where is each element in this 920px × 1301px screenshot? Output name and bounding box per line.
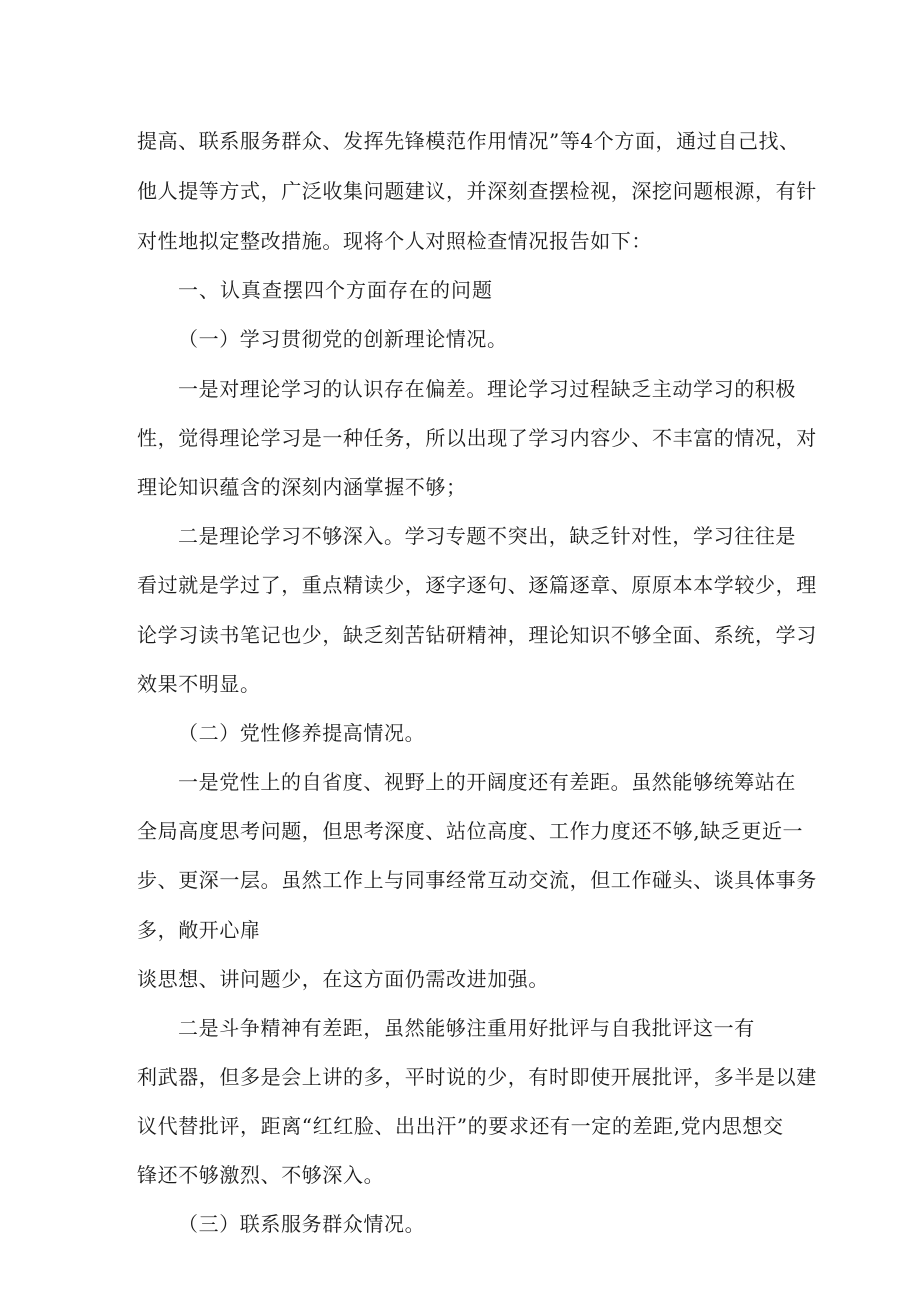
body-text-line: 效果不明显。: [137, 672, 261, 696]
subsection-heading: （三）联系服务群众情况。: [178, 1212, 426, 1236]
body-text-line: 性，觉得理论学习是一种任务，所以出现了学习内容少、不丰富的情况，对: [137, 426, 817, 450]
body-text-line: 多，敞开心扉: [137, 918, 261, 942]
body-text-line: 锋还不够激烈、不够深入。: [137, 1163, 385, 1187]
body-text-line: 利武器，但多是会上讲的多，平时说的少，有时即使开展批评，多半是以建: [137, 1065, 817, 1089]
body-text-line: 看过就是学过了，重点精读少，逐字逐句、逐篇逐章、原原本本学较少，理: [137, 573, 817, 597]
body-text-line: 一是对理论学习的认识存在偏差。理论学习过程缺乏主动学习的积极: [178, 377, 796, 401]
body-text-line: 对性地拟定整改措施。现将个人对照检查情况报告如下：: [137, 229, 652, 253]
body-text-line: 一是党性上的自省度、视野上的开阔度还有差距。虽然能够统筹站在: [178, 770, 796, 794]
body-text-line: 步、更深一层。虽然工作上与同事经常互动交流，但工作碰头、谈具体事务: [137, 868, 817, 892]
body-text-line: 全局高度思考问题，但思考深度、站位高度、工作力度还不够,缺乏更近一: [137, 819, 804, 843]
body-text-line: 二是斗争精神有差距，虽然能够注重用好批评与自我批评这一有: [178, 1016, 755, 1040]
subsection-heading: （一）学习贯彻党的创新理论情况。: [178, 327, 508, 351]
section-heading: 一、认真查摆四个方面存在的问题: [178, 278, 493, 302]
subsection-heading: （二）党性修养提高情况。: [178, 721, 426, 745]
body-text-line: 二是理论学习不够深入。学习专题不突出，缺乏针对性，学习往往是: [178, 524, 796, 548]
body-text-line: 谈思想、讲问题少，在这方面仍需改进加强。: [137, 967, 549, 991]
body-text-line: 理论知识蕴含的深刻内涵掌握不够；: [137, 475, 467, 499]
body-text-line: 提高、联系服务群众、发挥先锋模范作用情况”等4个方面，通过自己找、: [137, 129, 800, 153]
body-text-line: 论学习读书笔记也少，缺乏刻苦钻研精神，理论知识不够全面、系统，学习: [137, 623, 817, 647]
body-text-line: 他人提等方式，广泛收集问题建议，并深刻查摆检视，深挖问题根源，有针: [137, 179, 817, 203]
body-text-line: 议代替批评，距离“红红脸、出出汗”的要求还有一定的差距,党内思想交: [137, 1114, 784, 1138]
